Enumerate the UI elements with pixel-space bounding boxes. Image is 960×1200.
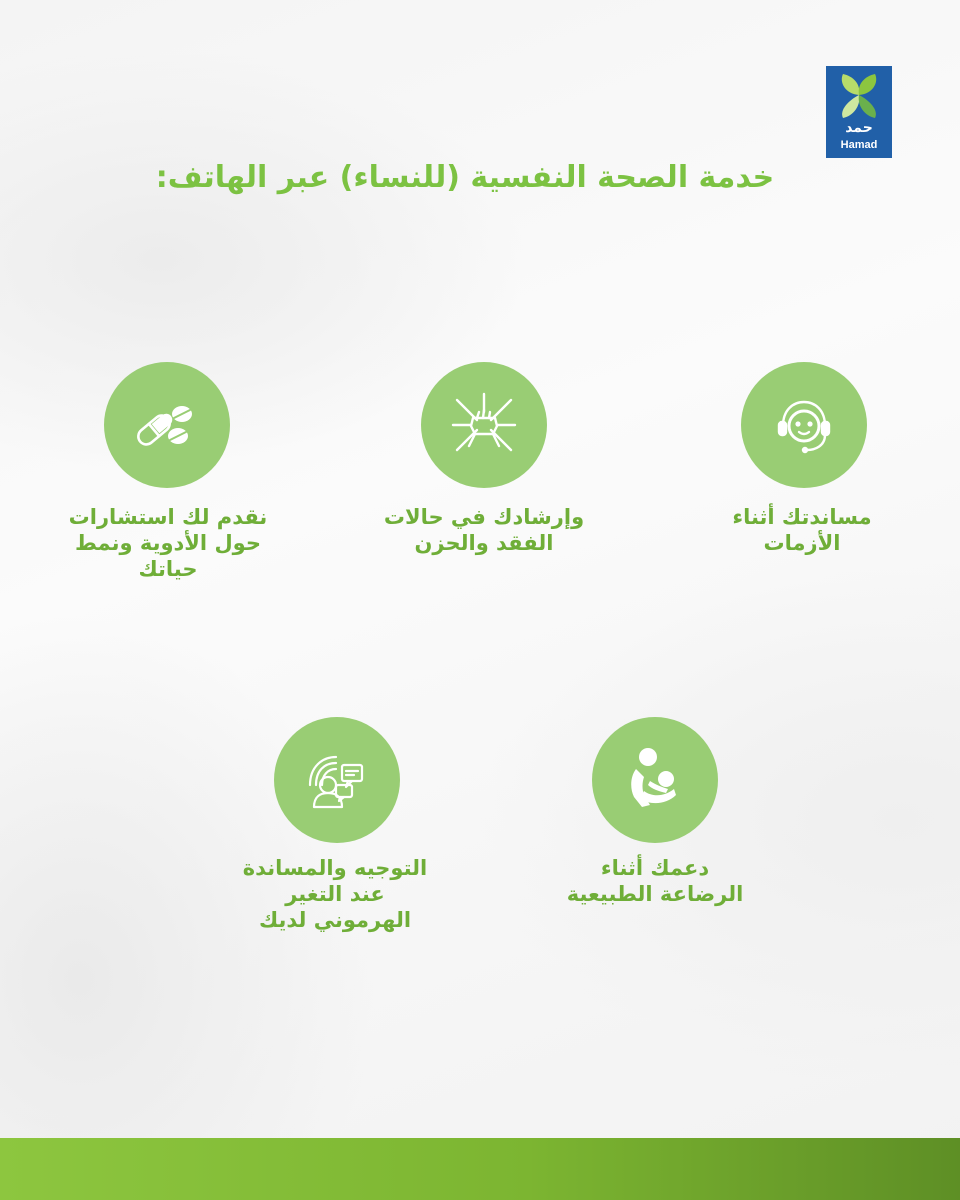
logo-arabic-text: حمد [845, 120, 873, 136]
logo-english-text: Hamad [840, 139, 878, 151]
service-label-line: حول الأدوية ونمط [75, 531, 261, 555]
service-label [185, 855, 485, 933]
leaves-logo-icon [831, 70, 887, 120]
service-label-line: الفقد والحزن [414, 531, 554, 555]
counseling-speech-icon [302, 745, 372, 815]
service-label [652, 504, 952, 556]
service-label-line: الأزمات [763, 531, 841, 555]
service-label [505, 855, 805, 907]
service-label-line: التوجيه والمساندة [242, 856, 428, 880]
service-label [18, 504, 318, 582]
service-label-line: نقدم لك استشارات [68, 505, 268, 529]
service-label-line: الرضاعة الطبيعية [566, 882, 744, 906]
service-label-line: دعمك أثناء [600, 856, 710, 880]
service-label-line: وإرشادك في حالات [383, 505, 585, 529]
service-icon-circle [741, 362, 867, 488]
pills-icon [132, 390, 202, 460]
breastfeeding-mother-icon [620, 745, 690, 815]
service-label-line: عند التغير [285, 882, 385, 906]
hamad-logo [826, 66, 892, 158]
service-icon-circle [104, 362, 230, 488]
service-label [334, 504, 634, 556]
hands-together-icon [449, 390, 519, 460]
service-icon-circle [274, 717, 400, 843]
headset-support-icon [769, 390, 839, 460]
service-label-line: حياتك [138, 557, 198, 581]
service-label-line: مساندتك أثناء [732, 505, 872, 529]
bottom-green-bar [0, 1138, 960, 1200]
service-icon-circle [421, 362, 547, 488]
service-icon-circle [592, 717, 718, 843]
page-title: خدمة الصحة النفسية (للنساء) عبر الهاتف: [155, 160, 775, 195]
service-label-line: الهرموني لديك [258, 908, 412, 932]
